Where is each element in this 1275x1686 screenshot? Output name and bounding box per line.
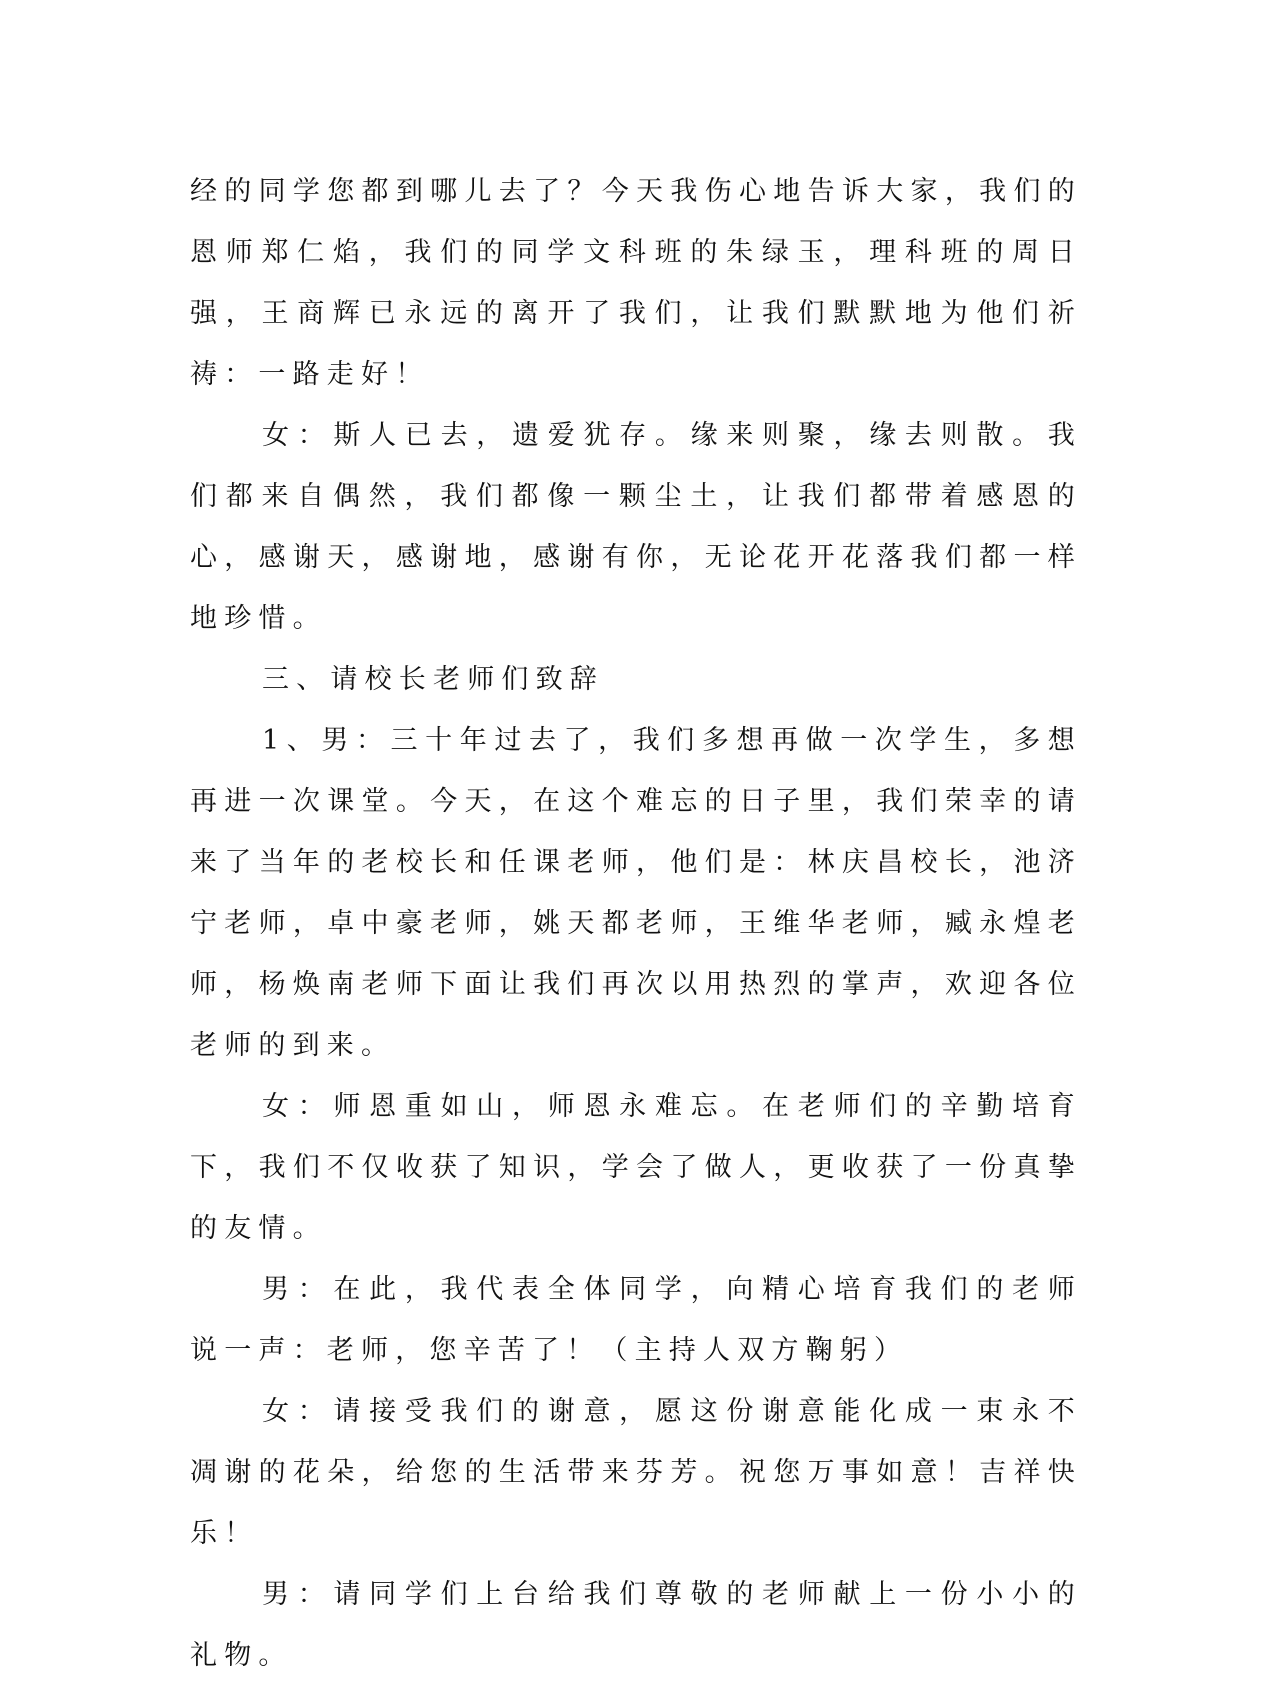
paragraph-male-host-teachers-intro: 1、男：三十年过去了，我们多想再做一次学生，多想再进一次课堂。今天，在这个难忘的日子里，我们荣幸的请来了当年的老校长和任课老师，他们是：林庆昌校长，池济宁老师，卓中豪老师，姚天都老师，王维华老师，臧永煌老师，杨焕南老师下面让我们再次以用热烈的掌声，欢迎各位老师的到来。 <box>190 725 1082 1061</box>
paragraph-male-host-thanks: 男：在此，我代表全体同学，向精心培育我们的老师说一声：老师，您辛苦了！（主持人双方鞠躬） <box>190 1274 1082 1366</box>
paragraph-male-host-gifts: 男：请同学们上台给我们尊敬的老师献上一份小小的礼物。 <box>190 1579 1082 1671</box>
paragraph-female-host-farewell: 女：斯人已去，遗爱犹存。缘来则聚，缘去则散。我们都来自偶然，我们都像一颗尘土，让我们都带着感恩的心，感谢天，感谢地，感谢有你，无论花开花落我们都一样地珍惜。 <box>190 420 1082 634</box>
document-body <box>190 161 1082 1686</box>
paragraph-continuation: 经的同学您都到哪儿去了？今天我伤心地告诉大家，我们的恩师郑仁焰，我们的同学文科班的朱绿玉，理科班的周日强，王商辉已永远的离开了我们，让我们默默地为他们祈祷：一路走好！ <box>190 176 1082 390</box>
section-heading-teacher-speeches: 三、请校长老师们致辞 <box>262 664 604 695</box>
paragraph-female-host-gratitude: 女：师恩重如山，师恩永难忘。在老师们的辛勤培育下，我们不仅收获了知识，学会了做人，更收获了一份真挚的友情。 <box>190 1091 1082 1244</box>
paragraph-female-host-wishes: 女：请接受我们的谢意，愿这份谢意能化成一束永不凋谢的花朵，给您的生活带来芬芳。祝您万事如意！吉祥快乐！ <box>190 1396 1082 1549</box>
